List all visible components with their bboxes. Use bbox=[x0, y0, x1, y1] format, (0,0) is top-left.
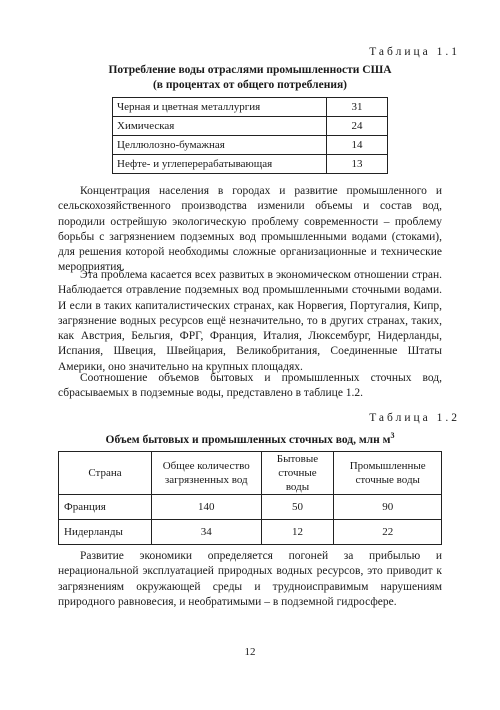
table1-caption: Таблица 1.1 bbox=[369, 46, 460, 58]
table1 bbox=[112, 97, 388, 174]
table1-cell-value: 13 bbox=[327, 155, 388, 174]
table2-header-total: Общее количество загрязненных вод bbox=[152, 452, 262, 495]
table2-cell-domestic: 12 bbox=[261, 520, 334, 545]
table1-title-line1: Потребление воды отраслями промышленности США bbox=[108, 64, 392, 76]
table2-cell-industrial: 22 bbox=[334, 520, 442, 545]
table-row bbox=[113, 155, 388, 174]
table2-cell-industrial: 90 bbox=[334, 495, 442, 520]
table-row bbox=[113, 136, 388, 155]
table1-cell-label: Нефте- и углеперерабатывающая bbox=[113, 155, 327, 174]
table1-cell-label: Целлюлозно-бумажная bbox=[113, 136, 327, 155]
closing-paragraph: Развитие экономики определяется погоней за прибылью и нерациональной эксплуатацией природных водных ресурсов, это приводит к загрязнениям окружающей среды и трудноисправимым нарушениям природного равновесия, и необратимыми – в подземной гидросфере. bbox=[58, 550, 442, 608]
table1-title bbox=[40, 63, 460, 93]
table2-header-industrial: Промышленные сточные воды bbox=[334, 452, 442, 495]
paragraph: Соотношение объемов бытовых и промышленных сточных вод, сбрасываемых в подземные воды, представлено в таблице 1.2. bbox=[58, 372, 442, 400]
table1-cell-label: Черная и цветная металлургия bbox=[113, 98, 327, 117]
table2-title bbox=[40, 428, 460, 448]
table2-header-domestic: Бытовые сточные воды bbox=[261, 452, 334, 495]
table2-cell-total: 34 bbox=[152, 520, 262, 545]
table2-caption: Таблица 1.2 bbox=[369, 412, 460, 424]
table-header-row bbox=[59, 452, 442, 495]
table-row bbox=[113, 98, 388, 117]
table2-cell-domestic: 50 bbox=[261, 495, 334, 520]
table2-title-text: Объем бытовых и промышленных сточных вод, млн м bbox=[105, 433, 391, 446]
table2-header-country: Страна bbox=[59, 452, 152, 495]
table1-cell-value: 14 bbox=[327, 136, 388, 155]
table1-cell-value: 24 bbox=[327, 117, 388, 136]
table2-cell-country: Нидерланды bbox=[59, 520, 152, 545]
table-row bbox=[59, 520, 442, 545]
table2-cell-country: Франция bbox=[59, 495, 152, 520]
table2-title-sup: 3 bbox=[390, 431, 395, 440]
paragraph: Эта проблема касается всех развитых в экономическом отношении стран. Наблюдается отравление подземных вод промышленными сточными водами. И если в таких капиталистических странах, как Норвегия, Португалия, Кипр, загрязнение водных ресурсов ещё незначительно, то в других странах, таких, как Австрия, Бельгия, ФРГ, Франция, Италия, Люксембург, Нидерланды, Испания, Швеция, Швейцария, Великобритания, Соединенные Штаты Америки, оно значительно на крупных площадях. bbox=[58, 269, 442, 373]
table1-title-line2: (в процентах от общего потребления) bbox=[152, 79, 348, 91]
table2 bbox=[58, 451, 442, 545]
table1-cell-label: Химическая bbox=[113, 117, 327, 136]
page-number: 12 bbox=[244, 646, 256, 658]
table2-cell-total: 140 bbox=[152, 495, 262, 520]
table-row bbox=[59, 495, 442, 520]
table-row bbox=[113, 117, 388, 136]
paragraph: Концентрация населения в городах и развитие промышленного и сельскохозяйственного производства изменили объемы и состав вод, породили острейшую экологическую проблему современности – проблему борьбы с загрязнением подземных вод промышленными водами (стоками), для решения которой необходимы сложные организационные и технические мероприятия. bbox=[58, 185, 442, 274]
table1-cell-value: 31 bbox=[327, 98, 388, 117]
